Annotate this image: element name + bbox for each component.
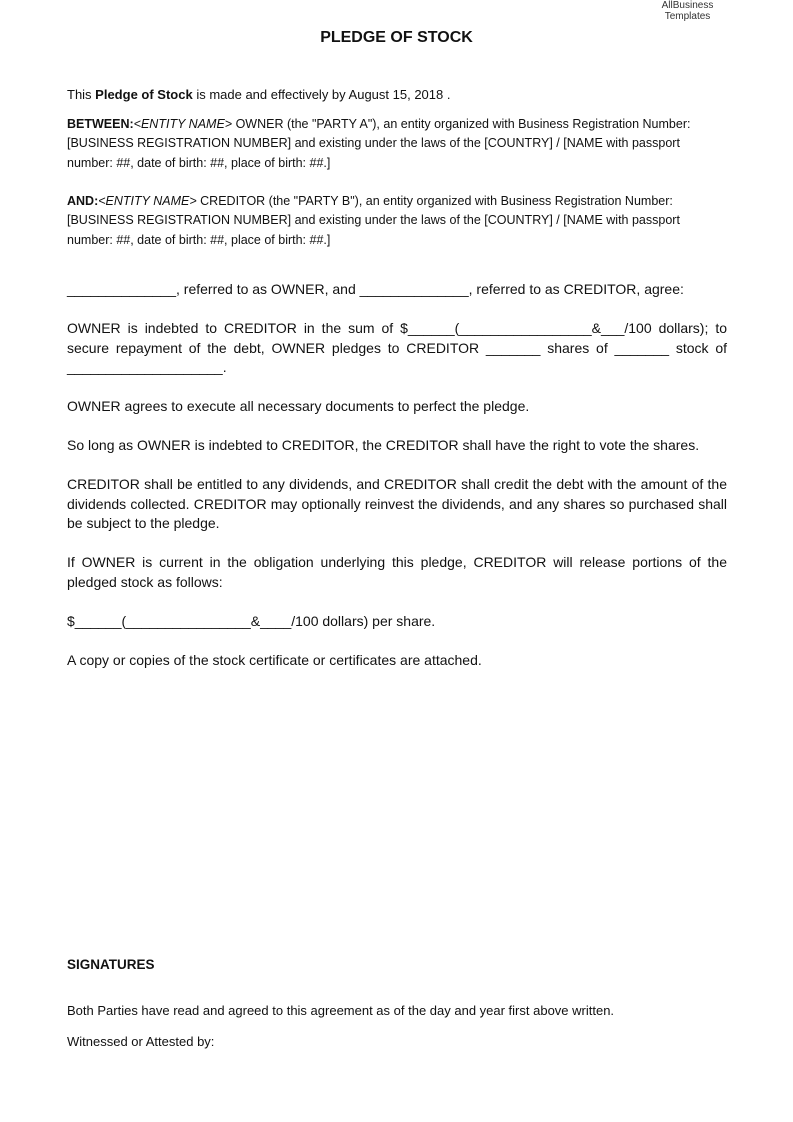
and-label: AND:: [67, 194, 99, 208]
intro-post: is made and effectively by August 15, 2018 .: [192, 87, 451, 102]
and-party-clause: [67, 192, 727, 250]
intro-paragraph: [67, 86, 727, 103]
execute-documents-paragraph: OWNER agrees to execute all necessary documents to perfect the pledge.: [67, 398, 530, 414]
signatures-heading: SIGNATURES: [67, 957, 155, 972]
certificates-paragraph: A copy or copies of the stock certificate or certificates are attached.: [67, 651, 482, 668]
signatures-statement: Both Parties have read and agreed to this agreement as of the day and year first above written.: [67, 1003, 615, 1018]
intro-bold: Pledge of Stock: [95, 87, 193, 102]
per-share-paragraph: $______(________________&____/100 dollars) per share.: [67, 612, 436, 629]
indebtedness-paragraph: OWNER is indebted to CREDITOR in the sum of $______(_________________&___/100 dollars); to secure repayment of the debt, OWNER pledges to CREDITOR _______ shares of _______ stock of ____________________.: [67, 320, 727, 375]
voting-rights-paragraph: So long as OWNER is indebted to CREDITOR, the CREDITOR shall have the right to vote the shares.: [67, 437, 700, 453]
between-text: OWNER (the "PARTY A"), an entity organized with Business Registration Number: [BUSINESS REGISTRATION NUMBER] and existing under the laws of the [COUNTRY] / [NAME with passport number: ##, date of birth: ##, place of birth: ##.]: [67, 117, 691, 170]
brand-line-1: AllBusiness: [661, 0, 714, 11]
brand-line-2: Templates: [664, 11, 711, 22]
dividends-paragraph: CREDITOR shall be entitled to any dividends, and CREDITOR shall credit the debt with the amount of the dividends collected. CREDITOR may optionally reinvest the dividends, and any shares so purchased shall be subject to the pledge.: [67, 476, 727, 531]
between-entity: <ENTITY NAME>: [133, 117, 233, 131]
brand-logo: [640, 0, 735, 22]
agreement-body: [67, 280, 727, 690]
document-title: PLEDGE OF STOCK: [320, 29, 473, 46]
intro-pre: This: [67, 87, 96, 102]
between-party-clause: [67, 115, 727, 173]
witness-label: Witnessed or Attested by:: [67, 1034, 215, 1049]
and-entity: <ENTITY NAME>: [98, 194, 197, 208]
release-paragraph: If OWNER is current in the obligation underlying this pledge, CREDITOR will release portions of the pledged stock as follows:: [67, 554, 727, 590]
agreement-parties-paragraph: ______________, referred to as OWNER, and ______________, referred to as CREDITOR, agree:: [67, 281, 684, 297]
and-text: CREDITOR (the "PARTY B"), an entity organized with Business Registration Number: [BUSINESS REGISTRATION NUMBER] and existing under the laws of the [COUNTRY] / [NAME with passport number: ##, date of birth: ##, place of birth: ##.]: [67, 194, 680, 247]
between-label: BETWEEN:: [67, 117, 134, 131]
